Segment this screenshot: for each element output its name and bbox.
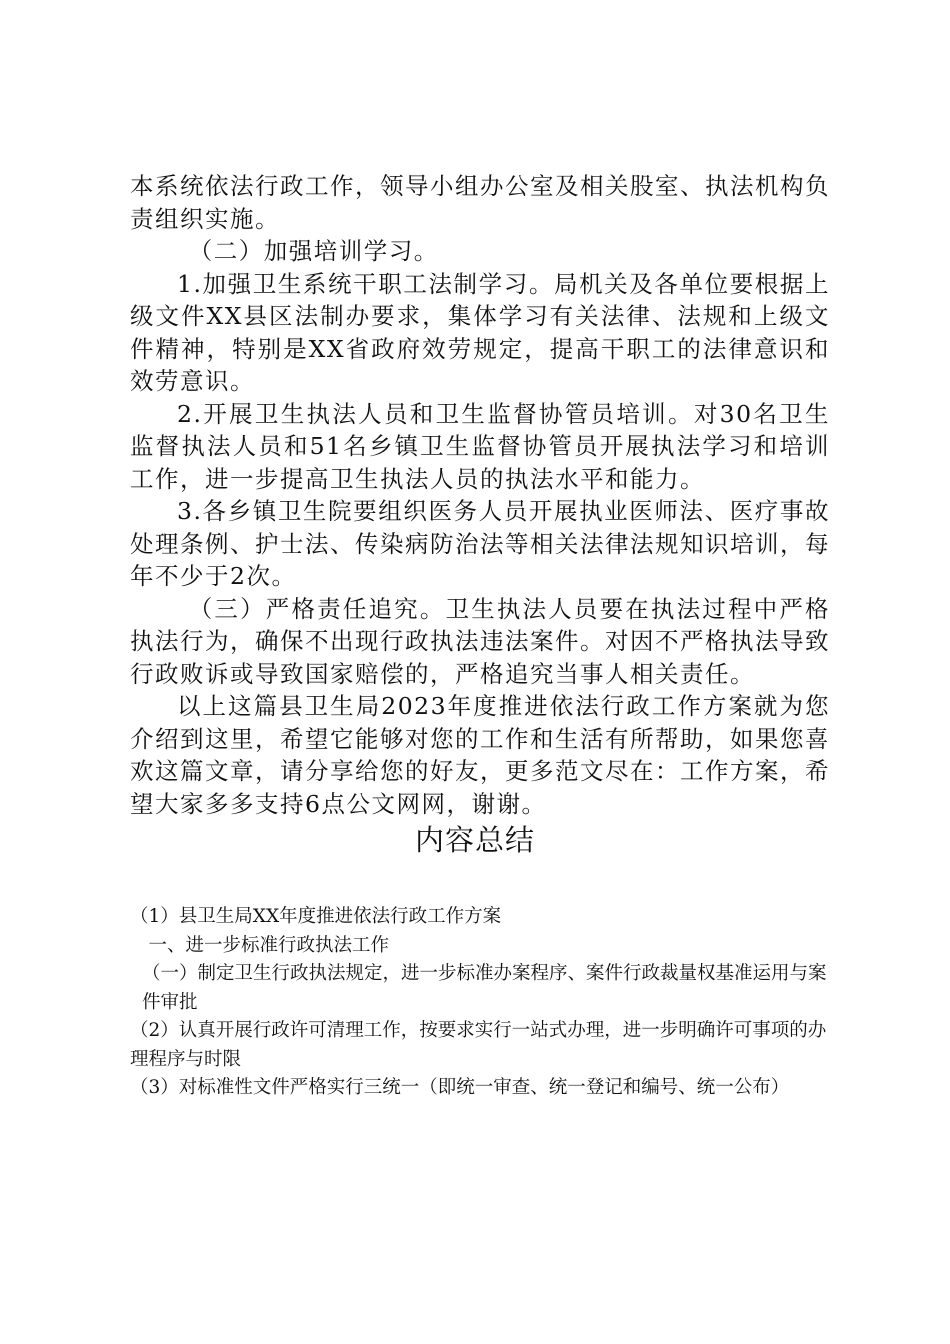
section-heading-accountability: （三）严格责任追究。卫生执法人员要在执法过程中严格执法行为，确保不出现行政执法违法案件。对因不严格执法导致行政败诉或导致国家赔偿的，严格追究当事人相关责任。	[130, 594, 830, 688]
paragraph-closing: 以上这篇县卫生局2023年度推进依法行政工作方案就为您介绍到这里，希望它能够对您的工作和生活有所帮助，如果您喜欢这篇文章，请分享给您的好友，更多范文尽在：工作方案，希望大家多多支持6点公文网网，谢谢。	[130, 692, 830, 818]
summary-item: 一、进一步标准行政执法工作	[148, 934, 390, 956]
paragraph-item-3: 3.各乡镇卫生院要组织医务人员开展执业医师法、医疗事故处理条例、护士法、传染病防治法等相关法律法规知识培训，每年不少于2次。	[130, 497, 830, 590]
section-heading-training: （二）加强培训学习。	[188, 237, 439, 265]
paragraph-item-1: 1.加强卫生系统干职工法制学习。局机关及各单位要根据上级文件XX县区法制办要求，集体学习有关法律、法规和上级文件精神，特别是XX省政府效劳规定，提高干职工的法律意识和效劳意识。	[130, 269, 830, 395]
document-body	[130, 170, 830, 820]
summary-item: （3）对标准性文件严格实行三统一（即统一审查、统一登记和编号、统一公布）	[130, 1077, 790, 1098]
summary-item: （1）县卫生局XX年度推进依法行政工作方案	[130, 906, 502, 927]
summary-list	[130, 903, 830, 1103]
summary-title: 内容总结	[414, 823, 535, 857]
paragraph-continuation: 本系统依法行政工作，领导小组办公室及相关股室、执法机构负责组织实施。	[130, 172, 830, 233]
summary-item: （一）制定卫生行政执法规定，进一步标准办案程序、案件行政裁量权基准运用与案件审批	[142, 963, 827, 1013]
paragraph-item-2: 2.开展卫生执法人员和卫生监督协管员培训。对30名卫生监督执法人员和51名乡镇卫生监督协管员开展执法学习和培训工作，进一步提高卫生执法人员的执法水平和能力。	[130, 399, 830, 493]
summary-item: （2）认真开展行政许可清理工作，按要求实行一站式办理，进一步明确许可事项的办理程序与时限	[130, 1020, 827, 1070]
